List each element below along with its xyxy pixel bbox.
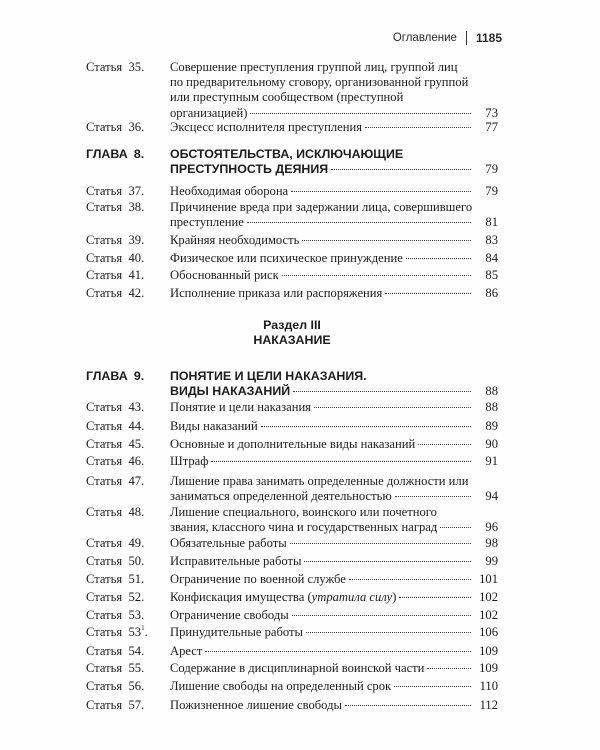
entry-title	[170, 505, 498, 535]
dot-leader	[290, 543, 471, 544]
entry-number: 36.	[128, 120, 145, 134]
entry-number: 45.	[128, 437, 145, 451]
dot-leader	[282, 275, 471, 276]
entry-title-line	[170, 644, 498, 659]
entry-label	[86, 554, 144, 569]
entry-page-number: 81	[485, 215, 498, 230]
entry-title-text-main: Штраф	[170, 454, 209, 468]
page-number: 1185	[475, 31, 502, 45]
entry-title-text	[170, 400, 311, 415]
entry-title-text	[170, 489, 392, 504]
dot-leader	[427, 668, 471, 669]
entry-title	[170, 60, 498, 121]
entry-title-text-main: Основные и дополнительные виды наказаний	[170, 437, 416, 451]
entry-title-line	[170, 554, 498, 569]
dot-leader	[385, 293, 471, 294]
entry-title-text	[170, 644, 202, 659]
running-header-divider	[466, 31, 467, 45]
entry-title-line	[170, 520, 498, 535]
entry-title-line	[170, 162, 498, 177]
entry-title-text-main: преступление	[170, 215, 244, 230]
entry-page-number: 79	[485, 162, 498, 177]
entry-page-number: 94	[485, 489, 498, 504]
dot-leader	[331, 169, 471, 170]
entry-page-number: 109	[479, 644, 498, 658]
entry-number: 49.	[128, 536, 145, 550]
entry-label-word: Статья	[86, 60, 123, 74]
entry-label-word: Статья	[86, 590, 123, 604]
entry-label	[86, 147, 144, 161]
dot-leader	[250, 113, 471, 114]
entry-label-word: Статья	[86, 120, 123, 134]
entry-label-word: Статья	[86, 400, 123, 414]
entry-number: 40.	[128, 251, 145, 265]
entry-label	[86, 251, 144, 266]
dot-leader	[345, 705, 471, 706]
entry-title	[170, 698, 498, 713]
entry-page-number: 106	[479, 625, 498, 639]
entry-title-text-main: организацией)	[170, 105, 248, 120]
entry-number: 44.	[128, 419, 145, 433]
entry-title-text	[170, 268, 279, 283]
dot-leader	[440, 527, 471, 528]
dot-leader	[261, 426, 471, 427]
entry-page-number: 88	[485, 400, 498, 414]
entry-page-number: 96	[485, 520, 498, 535]
entry-number: 38.	[128, 200, 145, 214]
entry-label	[86, 608, 144, 623]
entry-title-text-main: Содержание в дисциплинарной воинской части	[170, 661, 425, 675]
entry-page-number: 91	[485, 454, 498, 468]
entry-title	[170, 644, 498, 659]
dot-leader	[292, 615, 471, 616]
entry-label	[86, 268, 144, 283]
entry-page-number: 101	[479, 572, 498, 586]
entry-title-text	[170, 437, 415, 452]
entry-title-text	[170, 184, 288, 199]
entry-title-text-main: Пожизненное лишение свободы	[170, 698, 342, 712]
entry-title-text	[170, 162, 328, 177]
entry-title-text	[170, 536, 287, 551]
dot-leader	[314, 407, 471, 408]
entry-title-text-main: Ограничение по военной службе	[170, 572, 346, 586]
entry-title-text-main: Обязательные работы	[170, 536, 287, 550]
entry-title-line	[170, 454, 498, 469]
entry-label	[86, 454, 144, 469]
entry-label-word: Статья	[86, 505, 123, 519]
entry-number: 53.	[128, 608, 145, 622]
entry-title	[170, 120, 498, 135]
entry-title	[170, 590, 498, 605]
dot-leader	[211, 461, 471, 462]
entry-title-text	[170, 286, 382, 301]
entry-page-number: 112	[479, 698, 498, 712]
entry-label	[86, 286, 144, 301]
entry-label	[86, 437, 144, 452]
entry-label	[86, 590, 144, 605]
entry-label-word: Статья	[86, 572, 123, 586]
entry-label-word: Статья	[86, 233, 123, 247]
entry-page-number: 102	[479, 590, 498, 604]
entry-page-number: 90	[485, 437, 498, 451]
entry-page-number: 84	[485, 251, 498, 265]
entry-number: 41.	[128, 268, 145, 282]
entry-number: 8.	[133, 147, 145, 161]
entry-label-word: Статья	[86, 644, 123, 658]
dot-leader	[395, 496, 471, 497]
entry-title-line: Лишение специального, воинского или почетного	[170, 505, 437, 519]
entry-title	[170, 572, 498, 587]
entry-number-superscript: 1	[141, 624, 145, 632]
entry-title	[170, 608, 498, 623]
entry-title-line: ОБСТОЯТЕЛЬСТВА, ИСКЛЮЧАЮЩИЕ	[170, 147, 404, 161]
section-part-title: Раздел III	[263, 318, 321, 332]
entry-title-text-main: Лишение свободы на определенный срок	[170, 679, 392, 693]
entry-label-word: Статья	[86, 661, 123, 675]
entry-label	[86, 505, 144, 520]
entry-title-text	[170, 679, 391, 694]
entry-page-number: 85	[485, 268, 498, 282]
entry-title-line	[170, 215, 498, 230]
entry-title-text-main: Крайняя необходимость	[170, 233, 300, 247]
entry-label	[86, 572, 144, 587]
entry-page-number: 83	[485, 233, 498, 247]
entry-number: 50.	[128, 554, 145, 568]
entry-label-word: Статья	[86, 625, 123, 640]
entry-title-text-main: Принудительные работы	[170, 625, 303, 639]
entry-title-text	[170, 120, 362, 135]
entry-label-word: Статья	[86, 608, 123, 622]
entry-title-text-main: звания, классного чина и государственных наград	[170, 520, 438, 535]
entry-number: 51.	[128, 572, 145, 586]
entry-label	[86, 184, 144, 199]
entry-title-line	[170, 625, 498, 640]
entry-note: утратила силу	[311, 590, 393, 604]
entry-title-line	[170, 400, 498, 415]
dot-leader	[349, 579, 471, 580]
entry-title	[170, 419, 498, 434]
dot-leader	[291, 191, 471, 192]
entry-page-number: 98	[485, 536, 498, 550]
entry-number-suffix: .	[144, 625, 148, 640]
entry-title	[170, 286, 498, 301]
entry-number: 42.	[128, 286, 145, 300]
entry-title-text	[170, 419, 258, 434]
entry-title	[170, 625, 498, 640]
entry-title-text-main: Понятие и цели наказания	[170, 400, 311, 414]
dot-leader	[306, 632, 471, 633]
entry-title-text-main: Виды наказаний	[170, 419, 258, 433]
entry-page-number: 110	[479, 679, 498, 693]
entry-page-number: 109	[479, 661, 498, 675]
dot-leader	[418, 444, 471, 445]
dot-leader	[394, 686, 471, 687]
entry-title-text-main: Необходимая оборона	[170, 184, 289, 198]
dot-leader	[293, 391, 471, 392]
entry-page-number: 99	[485, 554, 498, 568]
entry-title-text	[170, 233, 299, 248]
entry-number: 39.	[128, 233, 145, 247]
entry-title-line	[170, 608, 498, 623]
entry-title	[170, 454, 498, 469]
running-header	[393, 31, 502, 45]
entry-title-line	[170, 698, 498, 713]
entry-label	[86, 698, 144, 713]
entry-label-word: Статья	[86, 184, 123, 198]
entry-title	[170, 661, 498, 676]
entry-label-word: Статья	[86, 419, 123, 433]
entry-label-word: Статья	[86, 251, 123, 265]
entry-page-number: 88	[485, 384, 498, 399]
entry-title-line	[170, 120, 498, 135]
entry-title-text	[170, 661, 424, 676]
entry-title-text-main: ВИДЫ НАКАЗАНИЙ	[170, 384, 291, 399]
entry-page-number: 73	[485, 105, 498, 120]
entry-title	[170, 369, 498, 399]
entry-number: 57.	[128, 698, 145, 712]
entry-number: 52.	[128, 590, 145, 604]
dot-leader	[365, 127, 471, 128]
entry-label-word: ГЛАВА	[86, 147, 128, 161]
entry-label	[86, 419, 144, 434]
entry-page-number: 102	[479, 608, 498, 622]
entry-label-word: Статья	[86, 536, 123, 550]
entry-title-text	[170, 215, 244, 230]
entry-number: 47.	[128, 474, 145, 488]
entry-title-line	[170, 251, 498, 266]
entry-title	[170, 536, 498, 551]
entry-title-text	[170, 454, 208, 469]
entry-title-line	[170, 679, 498, 694]
entry-title-line: Совершение преступления группой лиц, группой лиц	[170, 60, 458, 74]
entry-title-line	[170, 489, 498, 504]
entry-title-line	[170, 419, 498, 434]
entry-label	[86, 679, 144, 694]
entry-number: 54.	[128, 644, 145, 658]
entry-label	[86, 60, 144, 75]
entry-number: 37.	[128, 184, 145, 198]
entry-label	[86, 474, 144, 489]
entry-label-word: Статья	[86, 679, 123, 693]
entry-number: 9.	[133, 369, 145, 383]
entry-title-text-main: ПРЕСТУПНОСТЬ ДЕЯНИЯ	[170, 162, 329, 177]
entry-label-word: Статья	[86, 454, 123, 468]
entry-title-text-main: Арест	[170, 644, 203, 658]
entry-title-text-main: Обоснованный риск	[170, 268, 279, 282]
dot-leader	[406, 258, 471, 259]
entry-number: 35.	[128, 60, 145, 74]
dot-leader	[247, 222, 471, 223]
entry-label-word: Статья	[86, 200, 123, 214]
entry-title-text	[170, 554, 301, 569]
entry-label	[86, 400, 144, 415]
entry-label-word: Статья	[86, 698, 123, 712]
entry-title-line: Причинение вреда при задержании лица, совершившего	[170, 200, 473, 214]
entry-number: 48.	[128, 505, 145, 519]
entry-number: 43.	[128, 400, 145, 414]
entry-title	[170, 437, 498, 452]
entry-label	[86, 200, 144, 215]
entry-title-text-main: Ограничение свободы	[170, 608, 289, 622]
entry-title-text-main: Эксцесс исполнителя преступления	[170, 120, 363, 134]
entry-title-text-main: Исполнение приказа или распоряжения	[170, 286, 383, 300]
entry-title-line	[170, 572, 498, 587]
entry-label-word: Статья	[86, 554, 123, 568]
entry-title-text: Конфискация имущества (утратила силу)	[170, 590, 397, 604]
entry-title-text	[170, 572, 346, 587]
entry-title	[170, 679, 498, 694]
entry-title-line: или преступным сообществом (преступной	[170, 90, 404, 105]
entry-label-word: Статья	[86, 437, 123, 451]
dot-leader	[302, 240, 471, 241]
entry-title-line: ПОНЯТИЕ И ЦЕЛИ НАКАЗАНИЯ.	[170, 369, 367, 383]
entry-title	[170, 554, 498, 569]
entry-title	[170, 233, 498, 248]
entry-title-text	[170, 698, 342, 713]
entry-label	[86, 644, 144, 659]
entry-title-line	[170, 437, 498, 452]
entry-page-number: 79	[485, 184, 498, 198]
entry-title-line	[170, 268, 498, 283]
entry-title-line	[170, 536, 498, 551]
entry-title-text-main: заниматься определенной деятельностью	[170, 489, 392, 504]
entry-label-word: Статья	[86, 286, 123, 300]
entry-title-text-main: Физическое или психическое принуждение	[170, 251, 403, 265]
entry-title-line	[170, 384, 498, 399]
entry-title-line	[170, 184, 498, 199]
entry-title-text	[170, 625, 303, 640]
entry-title	[170, 474, 498, 504]
entry-title-text-main: Конфискация имущества	[170, 590, 305, 604]
section-title: НАКАЗАНИЕ	[253, 333, 331, 347]
entry-title-text	[170, 520, 437, 535]
entry-title	[170, 184, 498, 199]
entry-number: 55.	[128, 661, 145, 675]
entry-label	[86, 536, 144, 551]
entry-label	[86, 369, 144, 383]
entry-title-line: по предварительному сговору, организованной группой	[170, 75, 469, 90]
dot-leader	[399, 597, 471, 598]
entry-title-line	[170, 106, 498, 121]
entry-label	[86, 120, 144, 135]
entry-label	[86, 233, 144, 248]
entry-page-number: 86	[485, 286, 498, 300]
entry-title-text	[170, 106, 247, 121]
entry-title-line	[170, 661, 498, 676]
entry-title	[170, 200, 498, 230]
entry-title	[170, 251, 498, 266]
entry-title-line	[170, 590, 498, 605]
entry-title-text	[170, 251, 403, 266]
entry-label-word: ГЛАВА	[86, 369, 128, 383]
entry-title-text	[170, 384, 290, 399]
dot-leader	[205, 651, 471, 652]
entry-title	[170, 147, 498, 177]
entry-title-line: Лишение права занимать определенные должности или	[170, 474, 469, 488]
entry-label-word: Статья	[86, 474, 123, 488]
entry-number: 53	[128, 625, 142, 640]
entry-page-number: 89	[485, 419, 498, 433]
entry-number: 46.	[128, 454, 145, 468]
entry-page-number: 77	[485, 120, 498, 134]
entry-title-text	[170, 608, 289, 623]
entry-title	[170, 400, 498, 415]
entry-label-word: Статья	[86, 268, 123, 282]
dot-leader	[304, 561, 471, 562]
running-header-title: Оглавление	[392, 32, 457, 44]
entry-title-line	[170, 286, 498, 301]
entry-title	[170, 268, 498, 283]
entry-title-line	[170, 233, 498, 248]
entry-title-text-main: Исправительные работы	[170, 554, 302, 568]
entry-label	[86, 661, 144, 676]
entry-label	[86, 625, 148, 640]
entry-number: 56.	[128, 679, 145, 693]
